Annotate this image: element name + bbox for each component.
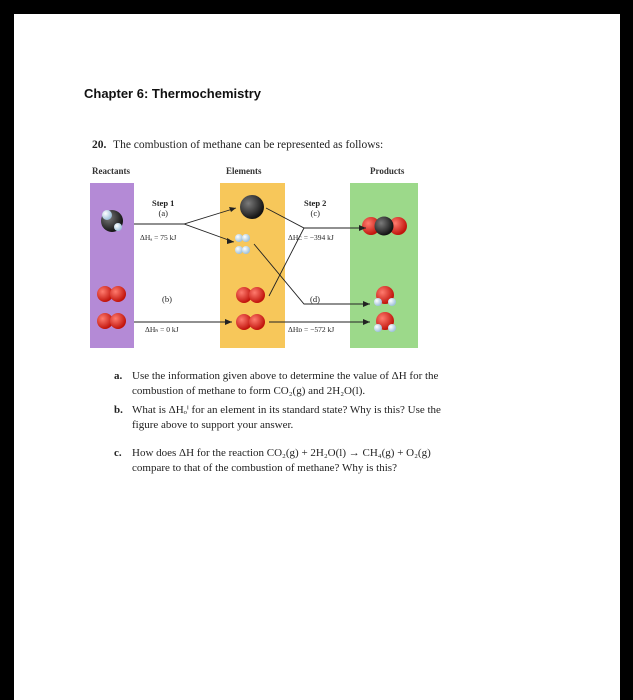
delta-h-a: ΔHₐ = 75 kJ xyxy=(140,233,177,242)
thermochemistry-figure xyxy=(14,14,620,700)
col-products-label: Products xyxy=(370,166,405,176)
step-b-label: (b) xyxy=(162,294,172,304)
question-text: The combustion of methane can be represented as follows: xyxy=(113,139,384,151)
delta-h-d: ΔHᴅ = −572 kJ xyxy=(288,325,335,334)
co2-molecule xyxy=(362,217,407,236)
part-c-text: How does ΔH for the reaction CO₂(g) + 2H₂O(l) → CH₄(g) + O₂(g) compare to that of the combustion of methane? Why is this? xyxy=(132,447,431,474)
step-a-label: (a) xyxy=(158,208,168,218)
delta-h-c: ΔHᴄ = −394 kJ xyxy=(288,233,334,242)
step1-label xyxy=(152,198,174,218)
part-a-text: Use the information given above to determine the value of ΔH for the combustion of methane to form CO₂(g) and 2H₂O(l). xyxy=(132,370,439,397)
question-number: 20. xyxy=(92,139,107,151)
step1-title: Step 1 xyxy=(152,198,175,208)
step2-label xyxy=(304,198,326,218)
chapter-title: Chapter 6: Thermochemistry xyxy=(84,86,261,101)
document-page xyxy=(14,14,620,700)
part-b xyxy=(114,403,454,432)
question-parts xyxy=(114,369,454,480)
part-b-label: b. xyxy=(114,404,123,416)
delta-h-b: ΔHₕ = 0 kJ xyxy=(145,325,179,334)
part-a xyxy=(114,369,454,398)
part-b-text: What is ΔHₒⁱ for an element in its standard state? Why is this? Use the figure above to support your answer. xyxy=(132,404,441,431)
col-elements-label: Elements xyxy=(226,166,262,176)
part-c-label: c. xyxy=(114,447,122,459)
carbon-atom xyxy=(240,195,264,219)
step2-title: Step 2 xyxy=(304,198,327,208)
col-reactants-label: Reactants xyxy=(92,166,130,176)
part-c xyxy=(114,446,454,475)
step-d-label: (d) xyxy=(310,294,320,304)
part-a-label: a. xyxy=(114,370,123,382)
step-c-label: (c) xyxy=(310,208,320,218)
methane-molecule xyxy=(101,210,123,232)
